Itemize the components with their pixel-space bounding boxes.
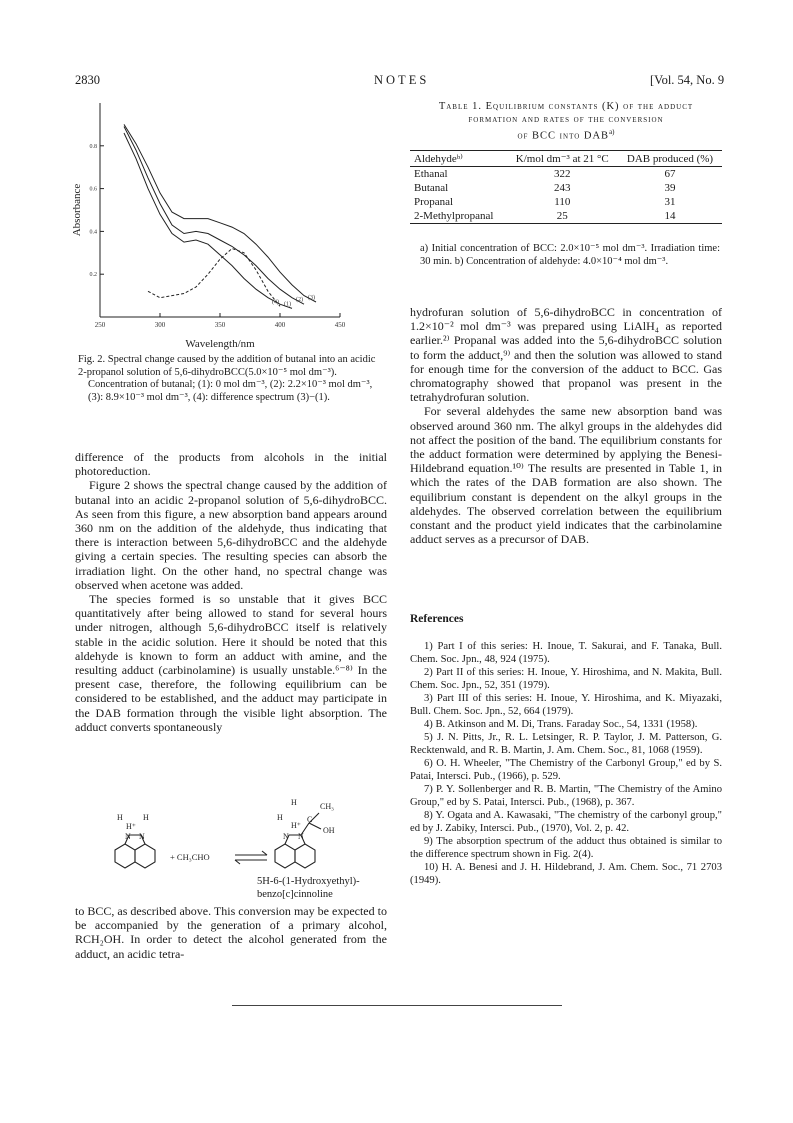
figure-caption-detail: Concentration of butanal; (1): 0 mol dm⁻³, (2): 2.2×10⁻³ mol dm⁻³, (3): 8.9×10⁻³ mol dm⁻³, (4): difference spectrum (3)−(1). xyxy=(88,379,373,403)
references-heading: References xyxy=(410,613,464,625)
page-number: 2830 xyxy=(75,73,100,87)
product-name xyxy=(257,876,360,901)
series-label-3: (3) xyxy=(308,295,315,302)
x-tick-label: 350 xyxy=(214,321,226,329)
paragraph: to BCC, as described above. This conversion may be expected to be accompanied by the generation of a primary alcohol, RCH₂OH. In order to detect the alcohol generated from the adduct, an acidic tetra- xyxy=(75,904,387,961)
equilibrium-table xyxy=(410,150,722,224)
references-list xyxy=(410,640,722,887)
reference-item: 4) B. Atkinson and M. Di, Trans. Faraday Soc., 54, 1331 (1958). xyxy=(424,719,698,730)
atom-label: N xyxy=(139,832,145,841)
series-line-1 xyxy=(124,133,292,308)
x-tick-label: 400 xyxy=(274,321,286,329)
table-title-line: of BCC into DAB xyxy=(517,130,610,142)
series-line-3 xyxy=(124,124,316,302)
y-axis-label: Absorbance xyxy=(71,183,83,237)
absorbance-chart xyxy=(70,95,370,350)
paragraph: The species formed is so unstable that it gives BCC quantitatively after being allowed to stand for several hours under nitrogen, although 5,6-dihydroBCC itself is relatively stable in the acidic solution. Here it should be noted that this aldehyde is known to form an adduct with amine, and the resulting adduct (carbinolamine) is usually unstable.⁶⁻⁸⁾ In the present case, therefore, the following equilibrium can be considered to be established, and the adduct may participate in the DAB formation through the visible light absorption. The adduct converts spontaneously xyxy=(75,592,387,734)
table-cell: Butanal xyxy=(414,182,449,194)
reference-item: 1) Part I of this series: H. Inoue, T. Sakurai, and F. Tanaka, Bull. Chem. Soc. Jpn., 48, 924 (1975). xyxy=(410,641,722,665)
benzene-ring xyxy=(295,844,315,868)
reaction-scheme xyxy=(95,795,375,885)
left-column-continuation xyxy=(75,904,387,961)
column-header: Aldehydeᵇ⁾ xyxy=(414,153,463,165)
table-cell: 2-Methylpropanal xyxy=(414,210,494,222)
column-header: DAB produced (%) xyxy=(626,152,714,165)
table-row xyxy=(410,195,722,209)
y-tick-label: 0.6 xyxy=(89,186,97,193)
atom-label: H xyxy=(143,813,149,822)
table-title-line: formation and rates of the conversion xyxy=(468,114,664,125)
table-cell: 322 xyxy=(554,168,571,180)
x-tick-label: 450 xyxy=(334,321,346,329)
benzene-ring xyxy=(135,844,155,868)
atom-label: CH₃ xyxy=(320,802,334,811)
volume-info: [Vol. 54, No. 9 xyxy=(650,73,725,87)
reagent-label: + CH₃CHO xyxy=(170,852,210,862)
atom-label: H⁺ xyxy=(291,821,301,830)
table-title-ref: a) xyxy=(609,128,615,136)
running-head: NOTES xyxy=(374,73,430,87)
benzene-ring xyxy=(115,844,135,868)
table-row xyxy=(410,181,722,195)
series-line-2 xyxy=(124,127,304,308)
y-tick-label: 0.8 xyxy=(89,143,97,150)
atom-label: N xyxy=(298,832,304,841)
table-row xyxy=(410,209,722,224)
figure-caption xyxy=(78,354,376,404)
paragraph: For several aldehydes the same new absorption band was observed around 360 nm. The alkyl groups in the aldehydes did not affect the position of the band. The equilibrium constants for the adduct formation were determined by applying the Benesi-Hildebrand equation.¹⁰⁾ The results are presented in Table 1, in which the rates of the DAB formation are also shown. The equilibrium constant is dependent on the alkyl groups in the aldehydes. The observed correlation between the equilibrium constant and the product yield indicates that the carbinolamine adduct serves as a precursor of DAB. xyxy=(410,404,722,547)
reference-item: 3) Part III of this series: H. Inoue, Y. Hiroshima, and K. Miyazaki, Bull. Chem. Soc. Jpn., 52, 664 (1979). xyxy=(410,693,722,717)
atom-label: H xyxy=(277,813,283,822)
atom-label: N xyxy=(283,832,289,841)
reference-item: 9) The absorption spectrum of the adduct thus obtained is similar to the difference spectrum shown in Fig. 2(4). xyxy=(410,836,722,860)
atom-label: N xyxy=(125,832,131,841)
atom-label: H xyxy=(117,813,123,822)
left-column-text xyxy=(75,450,387,734)
table-cell: 31 xyxy=(664,196,676,208)
atom-label: H⁺ xyxy=(126,822,136,831)
reference-item: 5) J. N. Pitts, Jr., R. L. Letsinger, R. P. Taylor, J. M. Patterson, G. Recktenwald, and R. B. Martin, J. Am. Chem. Soc., 81, 1068 (1959). xyxy=(410,732,722,756)
table-cell: 39 xyxy=(664,182,676,194)
x-tick-label: 250 xyxy=(94,321,106,329)
table-cell: 243 xyxy=(554,182,571,194)
y-tick-label: 0.4 xyxy=(89,229,97,236)
reference-item: 6) O. H. Wheeler, "The Chemistry of the Carbonyl Group," ed by S. Patai, Intersci. Pub., (1966), p. 529. xyxy=(410,758,722,782)
table-cell: Propanal xyxy=(414,196,454,208)
reference-item: 8) Y. Ogata and A. Kawasaki, "The chemistry of the carbonyl group," ed by J. Zabiky, Intersci. Pub., (1970), Vol. 2, p. 42. xyxy=(410,810,722,834)
table-footnote: a) Initial concentration of BCC: 2.0×10⁻⁵ mol dm⁻³. Irradiation time: 30 min. b) Concentration of aldehyde: 4.0×10⁻⁴ mol dm⁻³. xyxy=(420,243,720,267)
table-title xyxy=(410,100,722,143)
table-title-line: Table 1. Equilibrium constants (K) of the adduct xyxy=(438,101,694,112)
figure-caption-title: Fig. 2. Spectral change caused by the addition of butanal into an acidic 2-propanol solution of 5,6-dihydroBCC(5.0×10⁻⁵ mol dm⁻³). xyxy=(78,354,376,378)
benzene-ring xyxy=(275,844,295,868)
table-cell: Ethanal xyxy=(414,168,448,180)
paragraph: hydrofuran solution of 5,6-dihydroBCC in concentration of 1.2×10⁻² mol dm⁻³ was prepared using LiAlH₄ as reported earlier.²⁾ Propanal was added into the 5,6-dihydroBCC solution to form the adduct,⁹⁾ and then the solution was allowed to stand for enough time for the conversion of the adduct to BCC. Gas chromatography showed that propanol was present in the tetrahydrofuran solution. xyxy=(410,305,722,405)
x-tick-label: 300 xyxy=(154,321,166,329)
table-cell: 110 xyxy=(554,196,571,208)
y-tick-label: 0.2 xyxy=(89,272,97,279)
series-label-4: (4) xyxy=(272,299,279,306)
right-column-text xyxy=(410,305,722,546)
product-name-line: 5H-6-(1-Hydroxyethyl)- xyxy=(257,876,360,887)
atom-label: H xyxy=(291,798,297,807)
series-line-4 xyxy=(148,249,280,307)
reference-item: 2) Part II of this series: H. Inoue, Y. Hiroshima, and N. Makita, Bull. Chem. Soc. Jpn., 52, 351 (1979). xyxy=(410,667,722,691)
table-cell: 67 xyxy=(664,168,676,180)
paragraph: Figure 2 shows the spectral change caused by the addition of butanal into an acidic 2-propanol solution of 5,6-dihydroBCC. As seen from this figure, a new absorption band appears around 360 nm on the addition of the aldehyde, thus indicating that there is interaction between 5,6-dihydroBCC and the aldehyde giving a certain species. The resulting species can absorb the irradiation light. On the other hand, no spectral change was observed when acetone was added. xyxy=(75,478,387,592)
reference-item: 7) P. Y. Sollenberger and R. B. Martin, "The Chemistry of the Amino Group," ed by S. Patai, Intersci. Pub., (1968), p. 367. xyxy=(410,784,722,808)
table-cell: 25 xyxy=(556,210,568,222)
atom-label: OH xyxy=(323,826,335,835)
column-header: K/mol dm⁻³ at 21 °C xyxy=(515,153,609,165)
atom-label: C xyxy=(307,815,313,824)
series-label-1: (1) xyxy=(284,301,291,308)
table-cell: 14 xyxy=(664,210,676,222)
reference-item: 10) H. A. Benesi and J. H. Hildebrand, J. Am. Chem. Soc., 71 2703 (1949). xyxy=(410,862,722,886)
end-rule xyxy=(232,1005,562,1006)
table-row xyxy=(410,167,722,182)
paragraph: difference of the products from alcohols in the initial photoreduction. xyxy=(75,450,387,479)
product-name-line: benzo[c]cinnoline xyxy=(257,888,333,900)
x-axis-label: Wavelength/nm xyxy=(185,338,255,350)
series-label-2: (2) xyxy=(296,297,303,304)
